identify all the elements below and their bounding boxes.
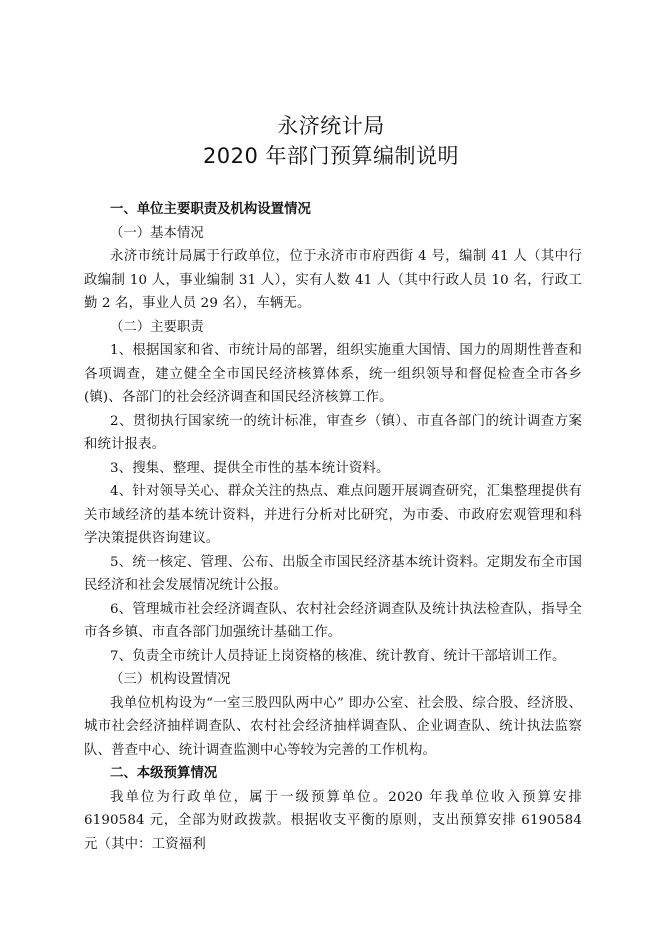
document-body <box>84 198 582 856</box>
paragraph: 5、统一核定、管理、公布、出版全市国民经济基本统计资料。定期发布全市国民经济和社会发展情况统计公报。 <box>84 554 582 593</box>
paragraph: 我单位为行政单位，属于一级预算单位。2020 年我单位收入预算安排 6190584 元，全部为财政拨款。根据收支平衡的原则，支出预算安排 6190584 元（其中：工资福利 <box>84 789 582 852</box>
paragraph: 1、根据国家和省、市统计局的部署，组织实施重大国情、国力的周期性普查和各项调查，建立健全全市国民经济核算体系，统一组织领导和督促检查全市各乡(镇)、各部门的社会经济调查和国民经济核算工作。 <box>84 343 582 405</box>
paragraph: 6、管理城市社会经济调查队、农村社会经济调查队及统计执法检查队，指导全市各乡镇、市直各部门加强统计基础工作。 <box>84 601 582 640</box>
paragraph: 我单位机构设为“一室三股四队两中心” 即办公室、社会股、综合股、经济股、城市社会经济抽样调查队、农村社会经济抽样调查队、企业调查队、统计执法监察队、普查中心、统计调查监测中心等较为完善的工作机构。 <box>84 695 582 758</box>
paragraph: 2、贯彻执行国家统一的统计标准，审查乡（镇）、市直各部门的统计调查方案和统计报表。 <box>84 413 582 452</box>
paragraph: 3、搜集、整理、提供全市性的基本统计资料。 <box>110 460 390 476</box>
paragraph: 7、负责全市统计人员持证上岗资格的核准、统计教育、统计干部培训工作。 <box>110 648 566 664</box>
paragraph: 4、针对领导关心、群众关注的热点、难点问题开展调查研究，汇集整理提供有关市域经济的基本统计资料，并进行分析对比研究，为市委、市政府宏观管理和科学决策提供咨询建议。 <box>84 484 582 546</box>
paragraph: 永济市统计局属于行政单位，位于永济市市府西街 4 号，编制 41 人（其中行政编制 10 人，事业编制 31 人），实有人数 41 人（其中行政人员 10 名，行政工勤 2 名，事业人员 29 名），车辆无。 <box>84 249 582 311</box>
section-heading: 二、本级预算情况 <box>110 766 218 781</box>
section-heading: 一、单位主要职责及机构设置情况 <box>110 202 311 217</box>
document-subtitle: 2020 年部门预算编制说明 <box>202 144 460 168</box>
subsection-heading: （三）机构设置情况 <box>110 672 231 687</box>
subsection-heading: （二）主要职责 <box>110 319 204 335</box>
document-title: 永济统计局 <box>277 114 385 138</box>
subsection-heading: （一）基本情况 <box>110 225 204 241</box>
